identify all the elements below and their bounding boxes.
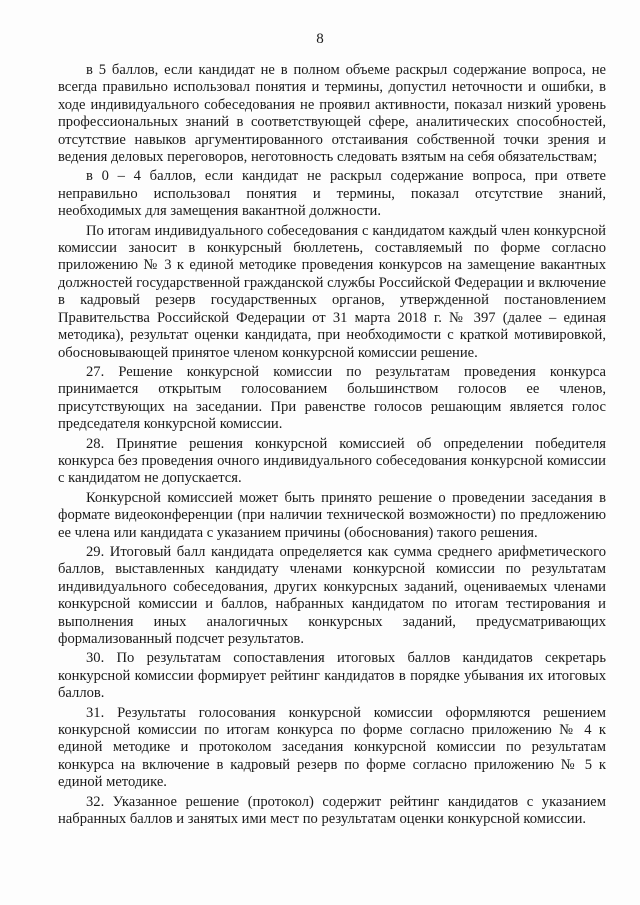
- document-body: [58, 62, 606, 828]
- paragraph: в 0 – 4 баллов, если кандидат не раскрыл содержание вопроса, при ответе неправильно использовал понятия и термины, показал отсутствие знаний, необходимых для замещения вакантной должности.: [58, 168, 606, 220]
- paragraph: 31. Результаты голосования конкурсной комиссии оформляются решением конкурсной комиссии по итогам конкурса по форме согласно приложению № 4 к единой методике и протоколом заседания конкурсной комиссии по результатам конкурса на включение в кадровый резерв по форме согласно приложению № 5 к единой методике.: [58, 704, 606, 791]
- paragraph: 32. Указанное решение (протокол) содержит рейтинг кандидатов с указанием набранных баллов и занятых ими мест по результатам оценки конкурсной комиссии.: [58, 793, 606, 828]
- paragraph: 30. По результатам сопоставления итоговых баллов кандидатов секретарь конкурсной комиссии формирует рейтинг кандидатов в порядке убывания их итоговых баллов.: [58, 650, 606, 702]
- page-number: 8: [316, 31, 324, 47]
- paragraph: По итогам индивидуального собеседования с кандидатом каждый член конкурсной комиссии заносит в конкурсный бюллетень, составляемый по форме согласно приложению № 3 к единой методике проведения конкурсов на замещение вакантных должностей государственной гражданской службы Российской Федерации и включение в кадровый резерв государственных органов, утвержденной постановлением Правительства Российской Федерации от 31 марта 2018 г. № 397 (далее – единая методика), результат оценки кандидата, при необходимости с краткой мотивировкой, обосновывающей принятое членом конкурсной комиссии решение.: [58, 222, 606, 361]
- paragraph: 28. Принятие решения конкурсной комиссией об определении победителя конкурса без проведения очного индивидуального собеседования конкурсной комиссии с кандидатом не допускается.: [58, 435, 606, 487]
- paragraph: 29. Итоговый балл кандидата определяется как сумма среднего арифметического баллов, выставленных кандидату членами конкурсной комиссии по результатам индивидуального собеседования, других конкурсных заданий, оцениваемых членами конкурсной комиссии и баллов, набранных кандидатом по итогам тестирования и выполнения иных аналогичных конкурсных заданий, предусматривающих формализованный подсчет результатов.: [58, 543, 606, 647]
- paragraph: 27. Решение конкурсной комиссии по результатам проведения конкурса принимается открытым голосованием большинством голосов ее членов, присутствующих на заседании. При равенстве голосов решающим является голос председателя конкурсной комиссии.: [58, 363, 606, 433]
- paragraph: в 5 баллов, если кандидат не в полном объеме раскрыл содержание вопроса, не всегда правильно использовал понятия и термины, допустил неточности и ошибки, в ходе индивидуального собеседования не проявил активности, показал низкий уровень профессиональных знаний в соответствующей сфере, аналитических способностей, отсутствие навыков аргументированного отстаивания собственной точки зрения и ведения деловых переговоров, неготовность следовать взятым на себя обязательствам;: [58, 62, 606, 166]
- paragraph: Конкурсной комиссией может быть принято решение о проведении заседания в формате видеоконференции (при наличии технической возможности) по предложению ее члена или кандидата с указанием причины (обоснования) такого решения.: [58, 489, 606, 541]
